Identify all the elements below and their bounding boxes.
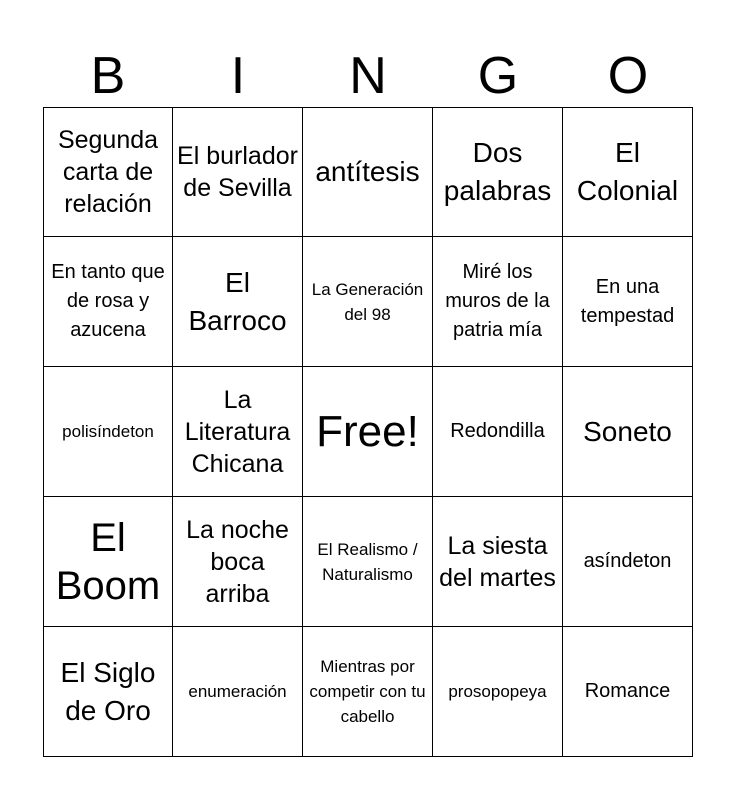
cell-label: La siesta del martes — [439, 531, 556, 592]
cell-label: Dos palabras — [443, 137, 552, 206]
bingo-cell-r3-c3[interactable] — [303, 367, 433, 497]
cell-label: Miré los muros de la patria mía — [445, 261, 550, 341]
bingo-cell-r5-c4[interactable] — [433, 627, 563, 757]
bingo-cell-r2-c3[interactable] — [303, 237, 433, 367]
header-letter-n: N — [349, 47, 387, 105]
header-letter-o: O — [607, 47, 649, 105]
cell-label: El Barroco — [188, 266, 287, 336]
bingo-cell-r4-c2[interactable] — [173, 497, 303, 627]
cell-label: La noche boca arriba — [186, 515, 289, 608]
cell-label: Mientras por competir con tu cabello — [309, 657, 426, 726]
bingo-cell-r1-c1[interactable] — [43, 107, 173, 237]
cell-label: El Realismo / Naturalismo — [317, 539, 418, 584]
bingo-cell-r3-c1[interactable] — [43, 367, 173, 497]
bingo-cell-r1-c3[interactable] — [303, 107, 433, 237]
free-space-label: Free! — [316, 406, 419, 456]
cell-label: antítesis — [315, 156, 420, 187]
cell-label: En tanto que de rosa y azucena — [51, 261, 165, 341]
bingo-cell-r1-c2[interactable] — [173, 107, 303, 237]
cell-label: prosopopeya — [448, 682, 547, 701]
cell-label: En una tempestad — [580, 275, 675, 327]
bingo-cell-r4-c1[interactable] — [43, 497, 173, 627]
header-letter-g: G — [477, 47, 519, 105]
bingo-cell-r4-c5[interactable] — [563, 497, 693, 627]
cell-label: Redondilla — [450, 420, 545, 442]
header-letter-i: I — [230, 47, 246, 105]
bingo-cell-r2-c4[interactable] — [433, 237, 563, 367]
bingo-cell-r2-c2[interactable] — [173, 237, 303, 367]
bingo-board — [43, 107, 693, 757]
cell-label: El Boom — [55, 515, 161, 608]
bingo-cell-r3-c5[interactable] — [563, 367, 693, 497]
cell-label: polisíndeton — [62, 422, 154, 441]
cell-label: enumeración — [188, 682, 287, 701]
bingo-cell-r3-c4[interactable] — [433, 367, 563, 497]
bingo-header — [43, 44, 693, 108]
bingo-cell-r1-c4[interactable] — [433, 107, 563, 237]
bingo-cell-r2-c5[interactable] — [563, 237, 693, 367]
bingo-cell-r1-c5[interactable] — [563, 107, 693, 237]
cell-label: Segunda carta de relación — [57, 126, 159, 218]
bingo-cell-r4-c3[interactable] — [303, 497, 433, 627]
bingo-cell-r5-c1[interactable] — [43, 627, 173, 757]
cell-label: La Generación del 98 — [311, 279, 424, 324]
cell-label: La Literatura Chicana — [184, 385, 291, 478]
bingo-cell-r2-c1[interactable] — [43, 237, 173, 367]
cell-label: El Colonial — [576, 137, 679, 206]
cell-label: El burlador de Sevilla — [177, 142, 298, 202]
cell-label: Romance — [584, 680, 671, 702]
bingo-cell-r5-c2[interactable] — [173, 627, 303, 757]
cell-label: asíndeton — [583, 550, 672, 572]
cell-label: El Siglo de Oro — [60, 656, 156, 726]
header-letter-b: B — [90, 47, 126, 105]
bingo-cell-r5-c5[interactable] — [563, 627, 693, 757]
bingo-cell-r5-c3[interactable] — [303, 627, 433, 757]
cell-label: Soneto — [583, 415, 672, 447]
bingo-cell-r4-c4[interactable] — [433, 497, 563, 627]
bingo-cell-r3-c2[interactable] — [173, 367, 303, 497]
